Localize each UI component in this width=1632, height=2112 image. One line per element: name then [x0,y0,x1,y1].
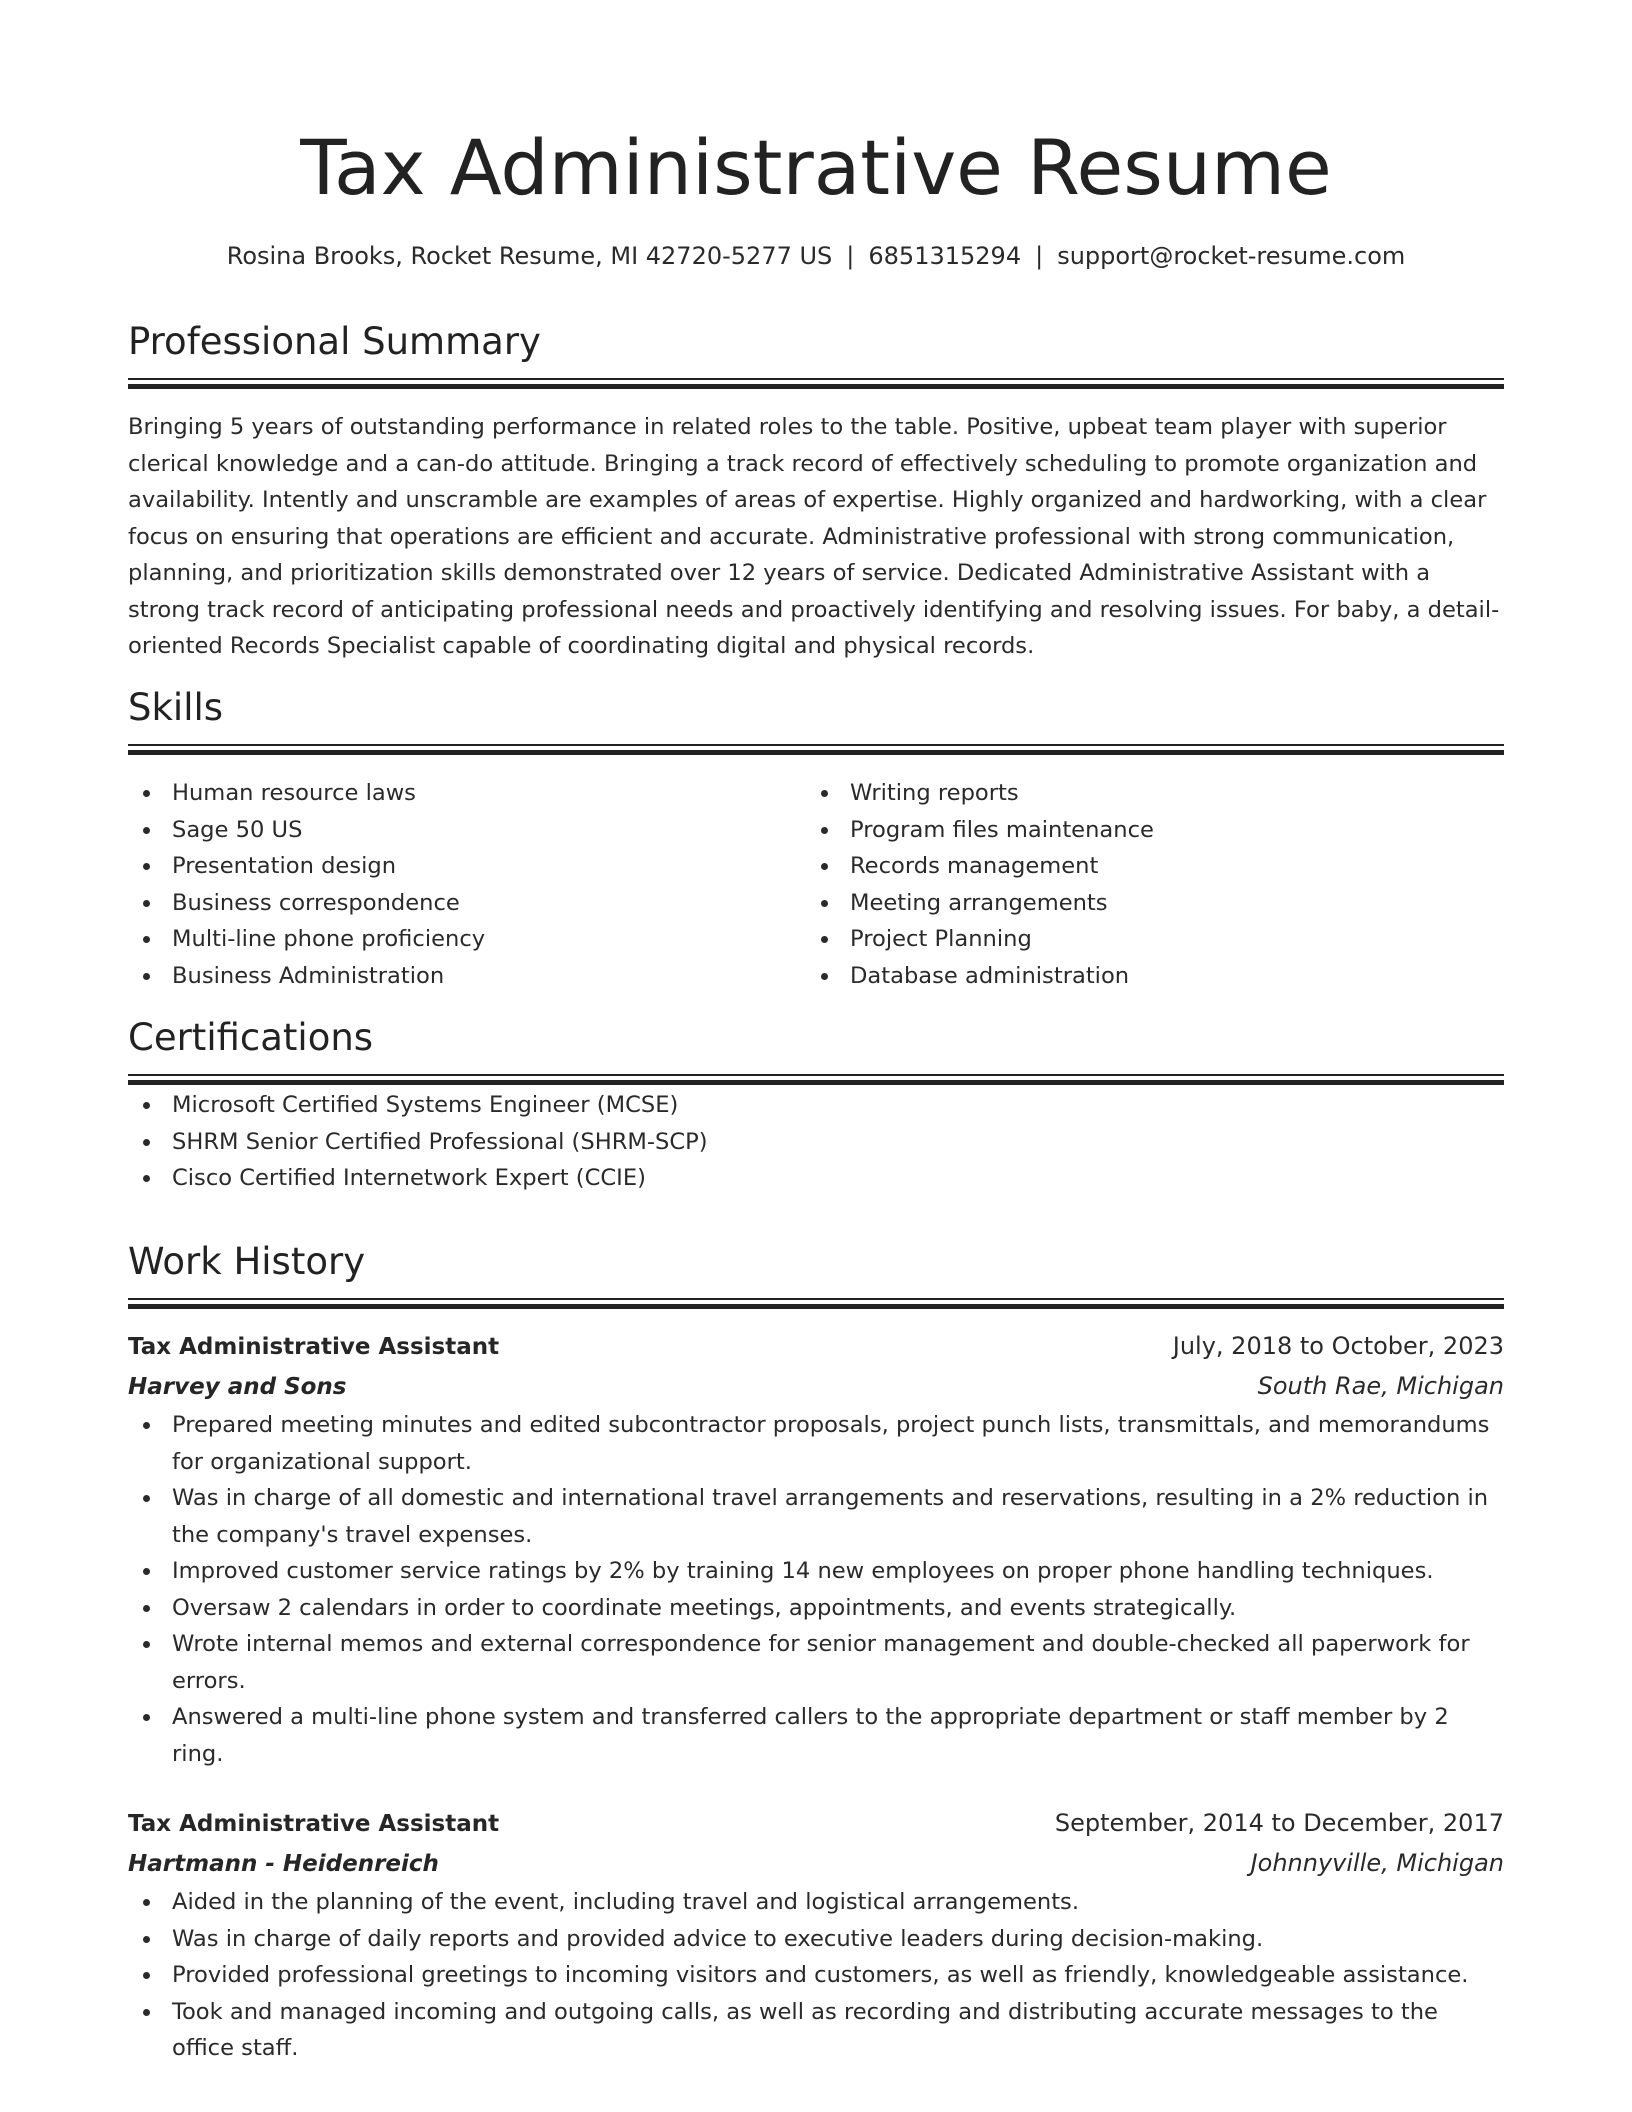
skill-item: Presentation design [128,848,806,885]
job-location: South Rae, Michigan [1257,1372,1504,1400]
job-duty-item: Was in charge of daily reports and provided advice to executive leaders during decision-making. [128,1921,1504,1958]
section-heading-certifications: Certifications [128,1016,374,1059]
job-location: Johnnyville, Michigan [1250,1849,1504,1877]
skills-right-list [806,775,1484,994]
section-divider [128,1298,1504,1311]
job-company-row [128,1367,1504,1407]
job-entry [128,1327,1504,1772]
skill-item: Meeting arrangements [806,885,1484,922]
job-dates: July, 2018 to October, 2023 [1172,1332,1504,1360]
job-company-row [128,1844,1504,1884]
job-duty-item: Was in charge of all domestic and international travel arrangements and reservations, resulting in a 2% reduction in the company's travel expenses. [128,1480,1504,1553]
job-duty-item: Answered a multi-line phone system and transferred callers to the appropriate department or staff member by 2 ring. [128,1699,1504,1772]
section-heading-summary: Professional Summary [128,320,541,363]
skill-item: Writing reports [806,775,1484,812]
job-duties-list [128,1407,1504,1772]
professional-summary-section [128,318,1504,665]
section-heading-work: Work History [128,1240,366,1283]
contact-phone: 6851315294 [868,242,1022,270]
skill-item: Business correspondence [128,885,806,922]
certification-item: Microsoft Certified Systems Engineer (MCSE) [128,1087,1504,1124]
contact-separator: | [846,242,855,270]
job-duty-item: Took and managed incoming and outgoing calls, as well as recording and distributing accurate messages to the office staff. [128,1994,1504,2067]
skills-left-list [128,775,806,994]
contact-separator: | [1035,242,1044,270]
certification-item: Cisco Certified Internetwork Expert (CCIE) [128,1160,1504,1197]
certifications-list [128,1087,1504,1197]
skill-item: Sage 50 US [128,812,806,849]
skills-section [128,684,1504,994]
contact-line [128,238,1504,274]
job-header-row [128,1327,1504,1367]
job-duty-item: Wrote internal memos and external correspondence for senior management and double-checked all paperwork for errors. [128,1626,1504,1699]
job-duty-item: Provided professional greetings to incoming visitors and customers, as well as friendly, knowledgeable assistance. [128,1957,1504,1994]
contact-address: Rosina Brooks, Rocket Resume, MI 42720-5277 US [226,242,833,270]
job-entry [128,1804,1504,2067]
skill-item: Database administration [806,958,1484,995]
certifications-section [128,1014,1504,1197]
job-duty-item: Improved customer service ratings by 2% by training 14 new employees on proper phone handling techniques. [128,1553,1504,1590]
job-company: Hartmann - Heidenreich [128,1851,439,1877]
section-divider [128,744,1504,757]
work-history-section [128,1238,1504,2067]
job-duty-item: Aided in the planning of the event, including travel and logistical arrangements. [128,1884,1504,1921]
job-duty-item: Oversaw 2 calendars in order to coordinate meetings, appointments, and events strategically. [128,1590,1504,1627]
skill-item: Human resource laws [128,775,806,812]
section-heading-skills: Skills [128,686,224,729]
skills-grid [128,775,1504,994]
section-divider [128,378,1504,391]
job-title: Tax Administrative Assistant [128,1811,500,1837]
certification-item: SHRM Senior Certified Professional (SHRM-SCP) [128,1124,1504,1161]
job-header-row [128,1804,1504,1844]
job-duty-item: Prepared meeting minutes and edited subcontractor proposals, project punch lists, transmittals, and memorandums for organizational support. [128,1407,1504,1480]
job-title: Tax Administrative Assistant [128,1334,500,1360]
resume-title: Tax Administrative Resume [300,123,1332,212]
skill-item: Business Administration [128,958,806,995]
skill-item: Program files maintenance [806,812,1484,849]
contact-email: support@rocket-resume.com [1057,242,1406,270]
summary-text: Bringing 5 years of outstanding performance in related roles to the table. Positive, upbeat team player with superior clerical knowledge and a can-do attitude. Bringing a track record of effectively scheduling to promote organization and availability. Intently and unscramble are examples of areas of expertise. Highly organized and hardworking, with a clear focus on ensuring that operations are efficient and accurate. Administrative professional with strong communication, planning, and prioritization skills demonstrated over 12 years of service. Dedicated Administrative Assistant with a strong track record of anticipating professional needs and proactively identifying and resolving issues. For baby, a detail-oriented Records Specialist capable of coordinating digital and physical records. [128,414,1500,659]
skill-item: Project Planning [806,921,1484,958]
skill-item: Multi-line phone proficiency [128,921,806,958]
job-dates: September, 2014 to December, 2017 [1054,1809,1504,1837]
skill-item: Records management [806,848,1484,885]
section-divider [128,1074,1504,1087]
job-duties-list [128,1884,1504,2067]
job-company: Harvey and Sons [128,1374,347,1400]
